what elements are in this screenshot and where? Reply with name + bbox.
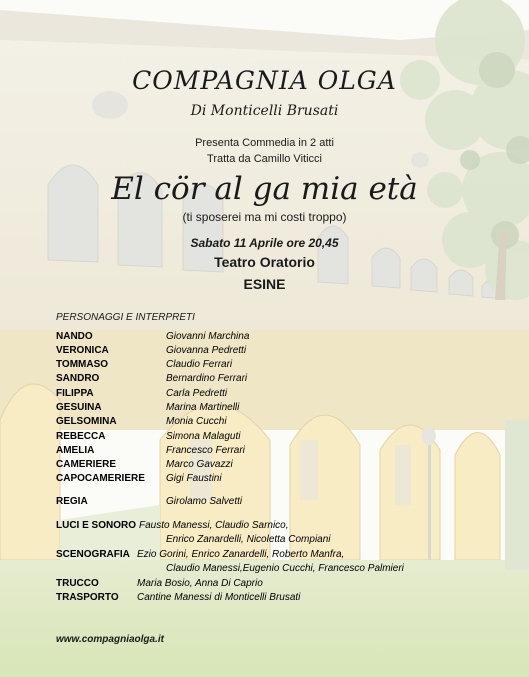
cast-actor: Francesco Ferrari bbox=[166, 445, 245, 456]
cast-actor: Monia Cucchi bbox=[166, 416, 227, 427]
cast-actor: Marco Gavazzi bbox=[166, 459, 233, 470]
cast-actor: Marina Martinelli bbox=[166, 402, 240, 413]
cast-role: FILIPPA bbox=[56, 388, 94, 399]
adapted-from-line: Tratta da Camillo Viticci bbox=[207, 153, 322, 165]
crew-sceno-line2: Claudio Manessi,Eugenio Cucchi, Francesco Palmieri bbox=[166, 563, 404, 574]
cast-actor: Carla Pedretti bbox=[166, 388, 228, 399]
crew-trasporto: Cantine Manessi di Monticelli Brusati bbox=[137, 592, 301, 603]
crew-luci-line1: Fausto Manessi, Claudio Sarnico, bbox=[139, 520, 289, 531]
event-town: ESINE bbox=[243, 276, 286, 292]
cast-role: CAPOCAMERIERE bbox=[56, 473, 145, 484]
cast-role: SANDRO bbox=[56, 373, 100, 384]
cast-role: VERONICA bbox=[56, 345, 109, 356]
cast-actor: Gigi Faustini bbox=[166, 473, 222, 484]
cast-actor: Giovanna Pedretti bbox=[166, 345, 247, 356]
cast-actor: Giovanni Marchina bbox=[166, 331, 250, 342]
cast-role: TOMMASO bbox=[56, 359, 109, 370]
crew-trucco: Maria Bosio, Anna Di Caprio bbox=[137, 578, 263, 589]
crew-sceno-line1: Ezio Gorini, Enrico Zanardelli, Roberto Manfra, bbox=[137, 549, 345, 560]
crew-label-scenografia: SCENOGRAFIA bbox=[56, 549, 130, 560]
cast-role: REBECCA bbox=[56, 431, 106, 442]
cast-role: GESUINA bbox=[56, 402, 102, 413]
crew-label-luci: LUCI E SONORO bbox=[56, 520, 137, 531]
company-title: COMPAGNIA OLGA bbox=[132, 66, 397, 95]
cast-role: NANDO bbox=[56, 331, 93, 342]
cast-actor: Simona Malaguti bbox=[166, 431, 241, 442]
event-venue: Teatro Oratorio bbox=[214, 254, 315, 270]
cast-role: AMELIA bbox=[56, 445, 95, 456]
event-date: Sabato 11 Aprile ore 20,45 bbox=[190, 236, 339, 250]
website-link[interactable]: www.compagniaolga.it bbox=[56, 634, 164, 645]
crew-luci-line2: Enrico Zanardelli, Nicoletta Compiani bbox=[166, 534, 331, 545]
director-name: Girolamo Salvetti bbox=[166, 496, 243, 507]
cast-actor: Claudio Ferrari bbox=[166, 359, 233, 370]
cast-actor: Bernardino Ferrari bbox=[166, 373, 248, 384]
company-subtitle: Di Monticelli Brusati bbox=[190, 103, 339, 119]
cast-role: GELSOMINA bbox=[56, 416, 117, 427]
play-title: El cör al ga mia età bbox=[111, 171, 418, 207]
cast-role: CAMERIERE bbox=[56, 459, 117, 470]
cast-heading: PERSONAGGI E INTERPRETI bbox=[56, 312, 195, 323]
crew-label-trucco: TRUCCO bbox=[56, 578, 99, 589]
crew-label-trasporto: TRASPORTO bbox=[56, 592, 119, 603]
presents-line: Presenta Commedia in 2 atti bbox=[195, 137, 334, 149]
play-subtitle: (ti sposerei ma mi costi troppo) bbox=[182, 210, 347, 224]
director-role: REGIA bbox=[56, 496, 88, 507]
